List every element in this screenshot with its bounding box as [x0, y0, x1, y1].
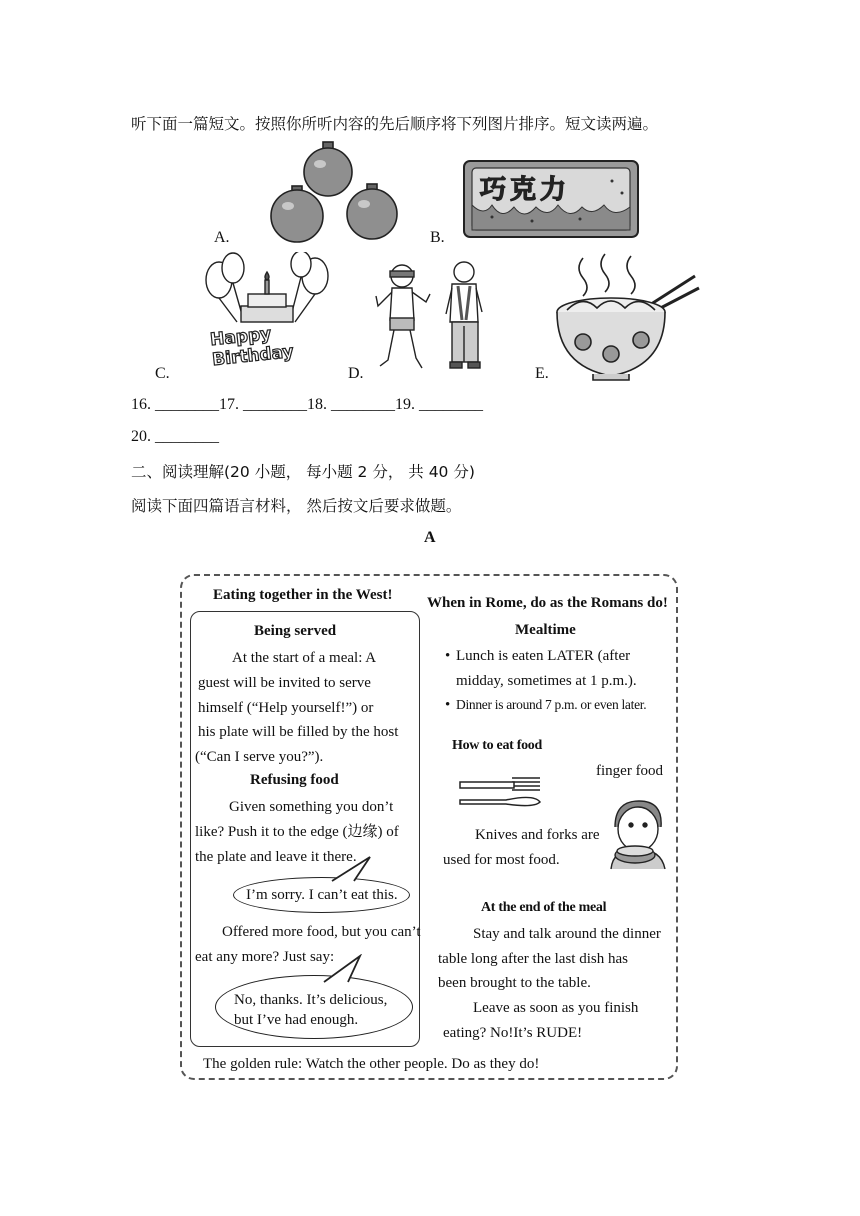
speech-bubble-tail-icon: [330, 855, 374, 883]
picture-c-label: C.: [155, 365, 170, 382]
section-2-title: 二、阅读理解(20 小题， 每小题 2 分， 共 40 分): [131, 463, 475, 481]
answer-blank-20: 20. ________: [131, 428, 219, 445]
mealtime-heading: Mealtime: [515, 622, 576, 638]
chocolate-bar-icon: [462, 159, 640, 239]
how-to-eat-heading: How to eat food: [452, 738, 542, 753]
bullet-dot-2: •: [445, 697, 451, 713]
mealtime-lunch-line-1: Lunch is eaten LATER (after: [456, 648, 631, 664]
refusing-food-line-3: the plate and leave it there.: [195, 849, 357, 865]
speech-bubble-tail-icon-2: [322, 954, 364, 984]
blindfold-game-icon: [372, 260, 500, 378]
listening-instruction: 听下面一篇短文。按照你所听内容的先后顺序将下列图片排序。短文读两遍。: [131, 115, 659, 133]
more-food-line-2: eat any more? Just say:: [195, 949, 335, 965]
noodle-bowl-icon: [553, 250, 701, 382]
birthday-cake-icon: [203, 252, 331, 370]
refusing-food-heading: Refusing food: [250, 772, 339, 788]
end-of-meal-line-3: been brought to the table.: [438, 975, 591, 991]
leave-line-2: eating? No!It’s RUDE!: [443, 1025, 583, 1041]
boy-eating-icon: [605, 797, 669, 871]
left-column-title: Eating together in the West!: [213, 587, 393, 603]
knives-line-1: Knives and forks are: [475, 827, 600, 843]
being-served-line-5: (“Can I serve you?”).: [195, 749, 324, 765]
picture-e-label: E.: [535, 365, 549, 382]
golden-rule: The golden rule: Watch the other people. Do as they do!: [203, 1056, 540, 1072]
mealtime-lunch-line-2: midday, sometimes at 1 p.m.).: [456, 673, 637, 689]
fork-and-knife-icon: [456, 772, 544, 810]
bubble-enough-line-2: but I’ve had enough.: [234, 1012, 359, 1028]
bullet-dot-1: •: [445, 648, 451, 664]
being-served-line-1: At the start of a meal: A: [232, 650, 377, 666]
being-served-line-3: himself (“Help yourself!”) or: [198, 700, 374, 716]
chocolate-text: 巧克力: [480, 175, 571, 205]
section-2-instruction: 阅读下面四篇语言材料， 然后按文后要求做题。: [131, 497, 462, 515]
answer-blanks-16-19: 16. ________17. ________18. ________19. ________: [131, 396, 483, 413]
refusing-food-line-2: like? Push it to the edge (边缘) of: [195, 824, 399, 840]
birthday-text: Happy Birthday: [209, 323, 295, 371]
bubble-sorry-text: I’m sorry. I can’t eat this.: [246, 887, 398, 903]
finger-food-label: finger food: [596, 763, 664, 779]
leave-line-1: Leave as soon as you finish: [473, 1000, 639, 1016]
picture-a-label: A.: [214, 229, 230, 246]
right-column-title: When in Rome, do as the Romans do!: [427, 595, 668, 611]
mealtime-dinner: Dinner is around 7 p.m. or even later.: [456, 697, 647, 712]
picture-b-label: B.: [430, 229, 445, 246]
knives-line-2: used for most food.: [443, 852, 560, 868]
refusing-food-line-1: Given something you don’t: [229, 799, 394, 815]
end-of-meal-heading: At the end of the meal: [481, 900, 607, 915]
passage-label: A: [424, 529, 436, 546]
end-of-meal-line-2: table long after the last dish has: [438, 951, 628, 967]
more-food-line-1: Offered more food, but you can’t: [222, 924, 421, 940]
picture-d-label: D.: [348, 365, 364, 382]
christmas-ornaments-icon: [268, 140, 413, 244]
being-served-line-2: guest will be invited to serve: [198, 675, 371, 691]
being-served-line-4: his plate will be filled by the host: [198, 724, 399, 740]
end-of-meal-line-1: Stay and talk around the dinner: [473, 926, 661, 942]
bubble-enough-line-1: No, thanks. It’s delicious,: [234, 992, 388, 1008]
being-served-heading: Being served: [254, 623, 337, 639]
